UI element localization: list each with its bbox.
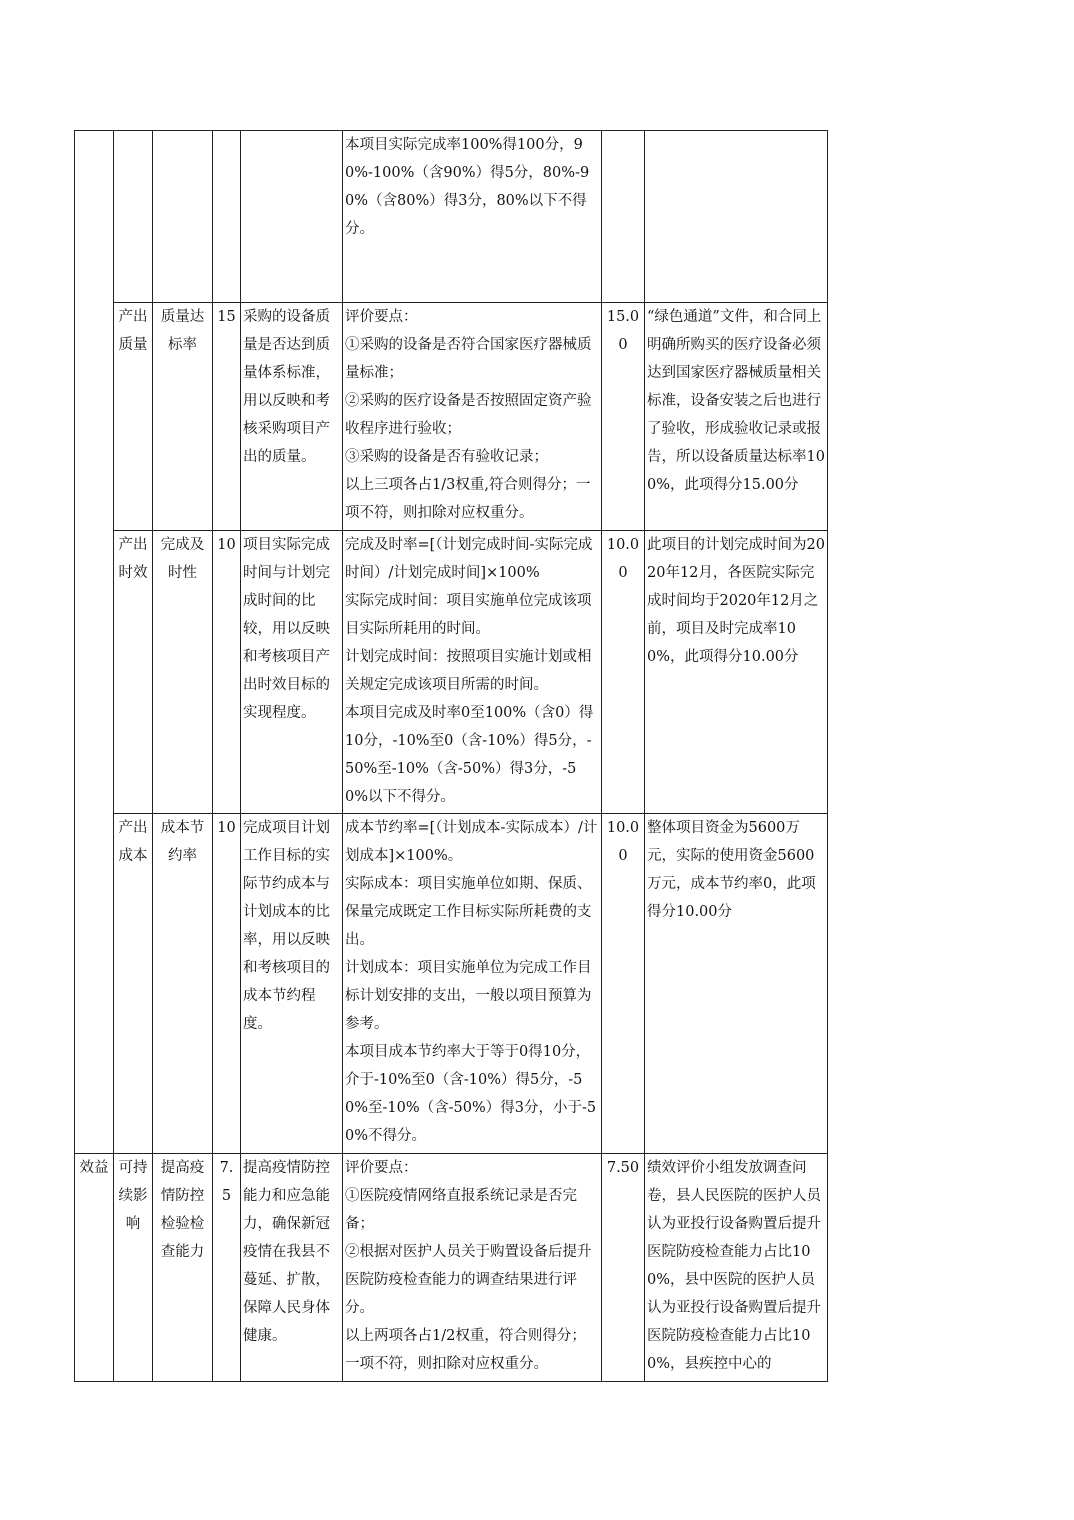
criteria-cell [343,531,602,814]
analysis-cell: 整体项目资金为5600万元，实际的使用资金5600万元，成本节约率0，此项得分10.00分 [645,814,828,1154]
weight-cell [213,131,241,303]
explanation-cell: 采购的设备质量是否达到质量体系标准，用以反映和考核采购项目产出的质量。 [241,303,343,531]
level1-cell: 效益 [75,1154,114,1382]
level2-cell: 产出成本 [114,814,153,1154]
level3-cell: 成本节约率 [153,814,213,1154]
level3-cell: 质量达标率 [153,303,213,531]
score-cell: 15.00 [602,303,645,531]
table-row [75,131,828,303]
criteria-cell [343,131,602,303]
score-cell: 10.00 [602,531,645,814]
criteria-cell [343,814,602,1154]
criteria-cell [343,1154,602,1382]
level3-cell [153,131,213,303]
level3-cell: 完成及时性 [153,531,213,814]
explanation-cell: 提高疫情防控能力和应急能力，确保新冠疫情在我县不蔓延、扩散，保障人民身体健康。 [241,1154,343,1382]
score-cell [602,131,645,303]
level1-cell [75,131,114,1154]
level2-cell: 产出质量 [114,303,153,531]
level2-cell: 可持续影响 [114,1154,153,1382]
score-cell: 7.50 [602,1154,645,1382]
evaluation-table [74,130,828,1382]
analysis-cell: 此项目的计划完成时间为2020年12月，各医院实际完成时间均于2020年12月之前，项目及时完成率100%，此项得分10.00分 [645,531,828,814]
table-row [75,303,828,531]
level2-cell: 产出时效 [114,531,153,814]
criteria-text: 成本节约率=[（计划成本-实际成本）/计划成本]×100%。 实际成本：项目实施单位如期、保质、保量完成既定工作目标实际所耗费的支出。 计划成本：项目实施单位为完成工作目标计划安排的支出，一般以项目预算为参考。 本项目成本节约率大于等于0得10分，介于-10%至0（含-10%）得5分，-50%至-10%（含-50%）得3分，小于-50%不得分。 [345,820,598,1144]
weight-cell: 7.5 [213,1154,241,1382]
weight-cell: 15 [213,303,241,531]
table-row [75,814,828,1154]
criteria-text: 评价要点： ①医院疫情网络直报系统记录是否完备； ②根据对医护人员关于购置设备后提升医院防疫检查能力的调查结果进行评分。 以上两项各占1/2权重，符合则得分；一项不符，则扣除对应权重分。 [345,1160,592,1372]
explanation-cell: 完成项目计划工作目标的实际节约成本与计划成本的比率，用以反映和考核项目的成本节约程度。 [241,814,343,1154]
analysis-cell [645,131,828,303]
criteria-text: 完成及时率=[（计划完成时间-实际完成时间）/计划完成时间]×100% 实际完成时间：项目实施单位完成该项目实际所耗用的时间。 计划完成时间：按照项目实施计划或相关规定完成该项目所需的时间。 本项目完成及时率0至100%（含0）得10分，-10%至0（含-10%）得5分，-50%至-10%（含-50%）得3分，-50%以下不得分。 [345,537,594,805]
explanation-cell [241,131,343,303]
criteria-text: 本项目实际完成率100%得100分，90%-100%（含90%）得5分，80%-90%（含80%）得3分，80%以下不得分。 [345,137,590,237]
level3-cell: 提高疫情防控检验检查能力 [153,1154,213,1382]
weight-cell: 10 [213,531,241,814]
score-cell: 10.00 [602,814,645,1154]
table-row [75,1154,828,1382]
analysis-cell: “绿色通道”文件，和合同上明确所购买的医疗设备必须达到国家医疗器械质量相关标准，设备安装之后也进行了验收，形成验收记录或报告，所以设备质量达标率100%，此项得分15.00分 [645,303,828,531]
criteria-cell [343,303,602,531]
analysis-cell: 绩效评价小组发放调查问卷，县人民医院的医护人员认为亚投行设备购置后提升医院防疫检查能力占比100%，县中医院的医护人员认为亚投行设备购置后提升医院防疫检查能力占比100%，县疾控中心的 [645,1154,828,1382]
criteria-text: 评价要点： ①采购的设备是否符合国家医疗器械质量标准； ②采购的医疗设备是否按照固定资产验收程序进行验收； ③采购的设备是否有验收记录； 以上三项各占1/3权重,符合则得分；一项不符，则扣除对应权重分。 [345,309,592,521]
table-row [75,531,828,814]
explanation-cell: 项目实际完成时间与计划完成时间的比较，用以反映和考核项目产出时效目标的实现程度。 [241,531,343,814]
weight-cell: 10 [213,814,241,1154]
level2-cell [114,131,153,303]
